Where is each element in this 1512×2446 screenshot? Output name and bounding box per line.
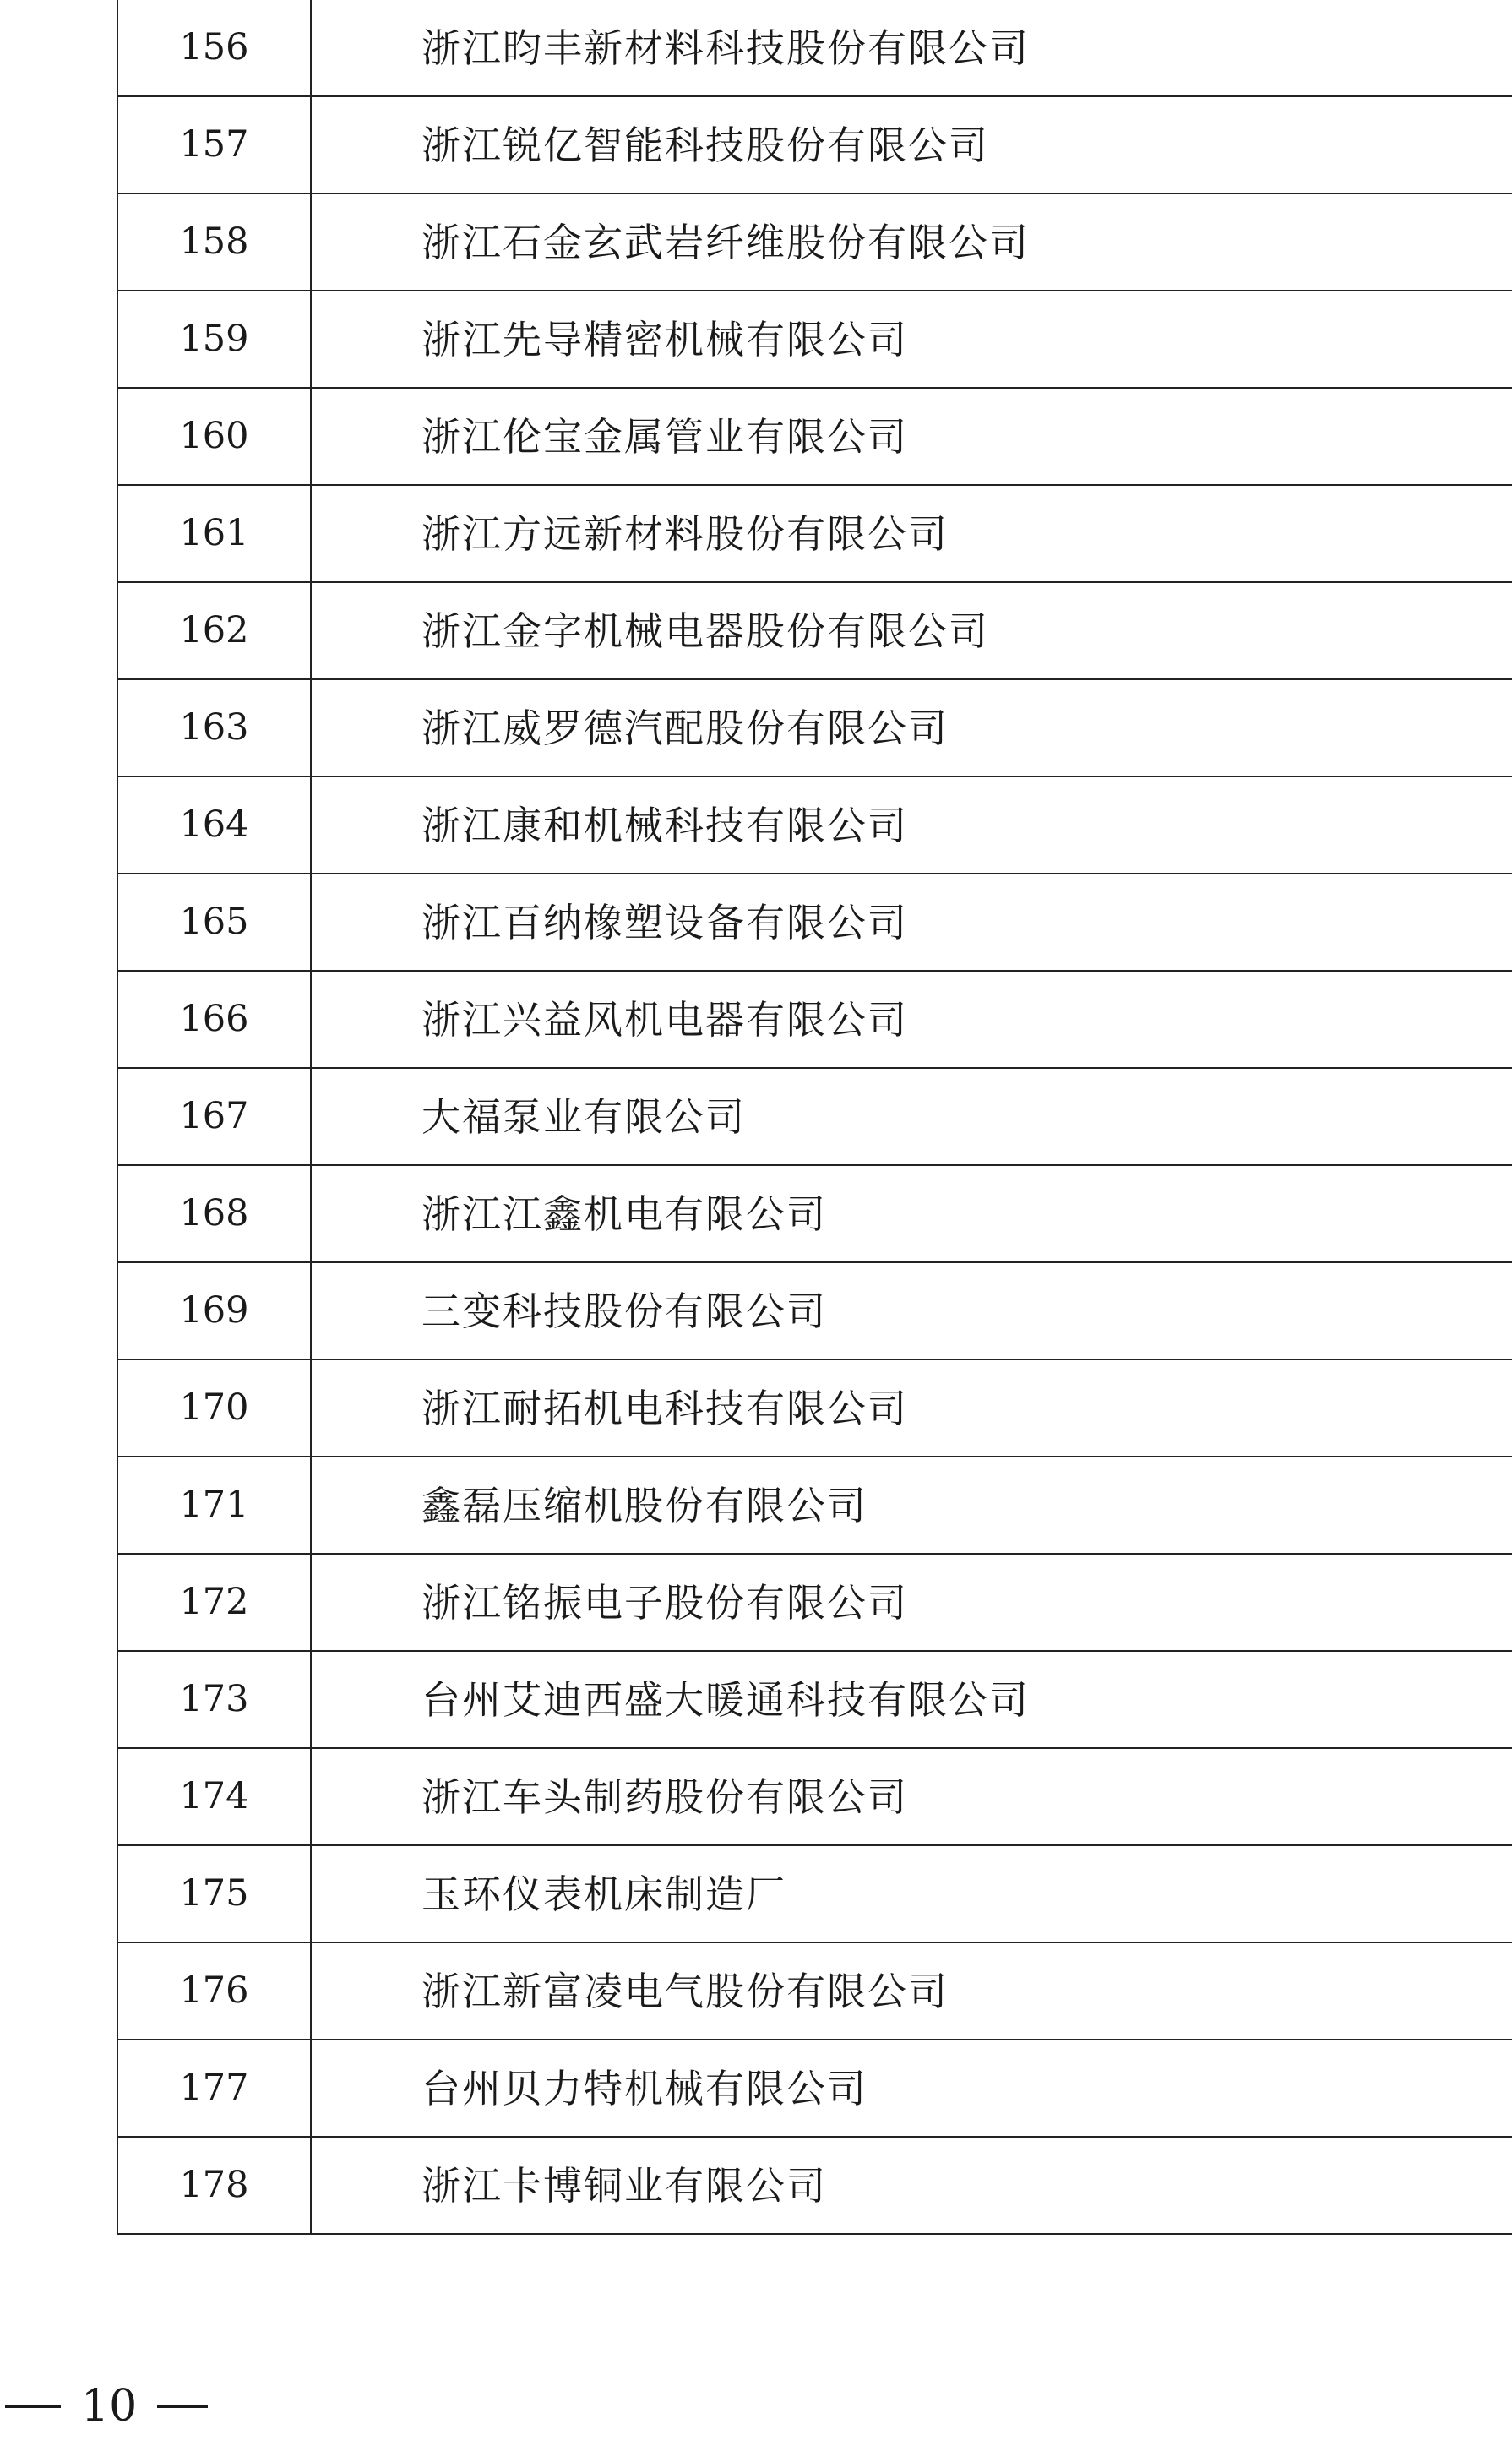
- company-name-cell: 浙江耐拓机电科技有限公司: [311, 1359, 1512, 1457]
- table-row: [117, 1748, 1512, 1845]
- row-number-cell: 160: [117, 388, 311, 485]
- company-name-cell: 大福泵业有限公司: [311, 1068, 1512, 1165]
- company-name-cell: 浙江锐亿智能科技股份有限公司: [311, 96, 1512, 193]
- table-row: [117, 193, 1512, 291]
- row-number-cell: 165: [117, 874, 311, 971]
- company-name-cell: 浙江金字机械电器股份有限公司: [311, 582, 1512, 679]
- footer-dash-right: [157, 2405, 208, 2408]
- table-row: [117, 776, 1512, 874]
- company-name-cell: 浙江石金玄武岩纤维股份有限公司: [311, 193, 1512, 291]
- table-row: [117, 582, 1512, 679]
- company-name-cell: 浙江昀丰新材料科技股份有限公司: [311, 0, 1512, 96]
- page-footer: [0, 2381, 208, 2432]
- row-number-cell: 162: [117, 582, 311, 679]
- company-name-cell: 浙江车头制药股份有限公司: [311, 1748, 1512, 1845]
- company-name-cell: 台州贝力特机械有限公司: [311, 2040, 1512, 2137]
- table-row: [117, 1359, 1512, 1457]
- table-row: [117, 1554, 1512, 1651]
- row-number-cell: 173: [117, 1651, 311, 1748]
- company-name-cell: 浙江卡博铜业有限公司: [311, 2137, 1512, 2234]
- table-row: [117, 1942, 1512, 2040]
- row-number-cell: 169: [117, 1262, 311, 1359]
- table-row: [117, 971, 1512, 1068]
- company-name-cell: 台州艾迪西盛大暖通科技有限公司: [311, 1651, 1512, 1748]
- company-name-cell: 浙江兴益风机电器有限公司: [311, 971, 1512, 1068]
- page-number: 10: [81, 2381, 138, 2432]
- table-row: [117, 485, 1512, 582]
- company-name-cell: 三变科技股份有限公司: [311, 1262, 1512, 1359]
- table-row: [117, 291, 1512, 388]
- table-row: [117, 1845, 1512, 1942]
- table-row: [117, 874, 1512, 971]
- row-number-cell: 164: [117, 776, 311, 874]
- table-row: [117, 1651, 1512, 1748]
- row-number-cell: 167: [117, 1068, 311, 1165]
- company-name-cell: 玉环仪表机床制造厂: [311, 1845, 1512, 1942]
- row-number-cell: 172: [117, 1554, 311, 1651]
- footer-dash-left: [5, 2405, 61, 2408]
- row-number-cell: 177: [117, 2040, 311, 2137]
- row-number-cell: 163: [117, 679, 311, 776]
- company-table: [117, 0, 1512, 2235]
- company-name-cell: 浙江伦宝金属管业有限公司: [311, 388, 1512, 485]
- company-name-cell: 浙江威罗德汽配股份有限公司: [311, 679, 1512, 776]
- row-number-cell: 158: [117, 193, 311, 291]
- table-row: [117, 2137, 1512, 2234]
- company-name-cell: 浙江新富凌电气股份有限公司: [311, 1942, 1512, 2040]
- company-name-cell: 浙江方远新材料股份有限公司: [311, 485, 1512, 582]
- table-row: [117, 1457, 1512, 1554]
- table-row: [117, 96, 1512, 193]
- table-row: [117, 679, 1512, 776]
- company-name-cell: 浙江江鑫机电有限公司: [311, 1165, 1512, 1262]
- company-name-cell: 浙江康和机械科技有限公司: [311, 776, 1512, 874]
- table-row: [117, 2040, 1512, 2137]
- table-row: [117, 1165, 1512, 1262]
- table-body: [117, 0, 1512, 2234]
- company-name-cell: 浙江先导精密机械有限公司: [311, 291, 1512, 388]
- table-row: [117, 0, 1512, 96]
- row-number-cell: 168: [117, 1165, 311, 1262]
- row-number-cell: 159: [117, 291, 311, 388]
- row-number-cell: 156: [117, 0, 311, 96]
- row-number-cell: 175: [117, 1845, 311, 1942]
- row-number-cell: 161: [117, 485, 311, 582]
- table-row: [117, 1262, 1512, 1359]
- row-number-cell: 157: [117, 96, 311, 193]
- company-name-cell: 鑫磊压缩机股份有限公司: [311, 1457, 1512, 1554]
- row-number-cell: 178: [117, 2137, 311, 2234]
- row-number-cell: 166: [117, 971, 311, 1068]
- row-number-cell: 170: [117, 1359, 311, 1457]
- row-number-cell: 176: [117, 1942, 311, 2040]
- row-number-cell: 171: [117, 1457, 311, 1554]
- table-row: [117, 388, 1512, 485]
- row-number-cell: 174: [117, 1748, 311, 1845]
- company-name-cell: 浙江百纳橡塑设备有限公司: [311, 874, 1512, 971]
- table-row: [117, 1068, 1512, 1165]
- company-name-cell: 浙江铭振电子股份有限公司: [311, 1554, 1512, 1651]
